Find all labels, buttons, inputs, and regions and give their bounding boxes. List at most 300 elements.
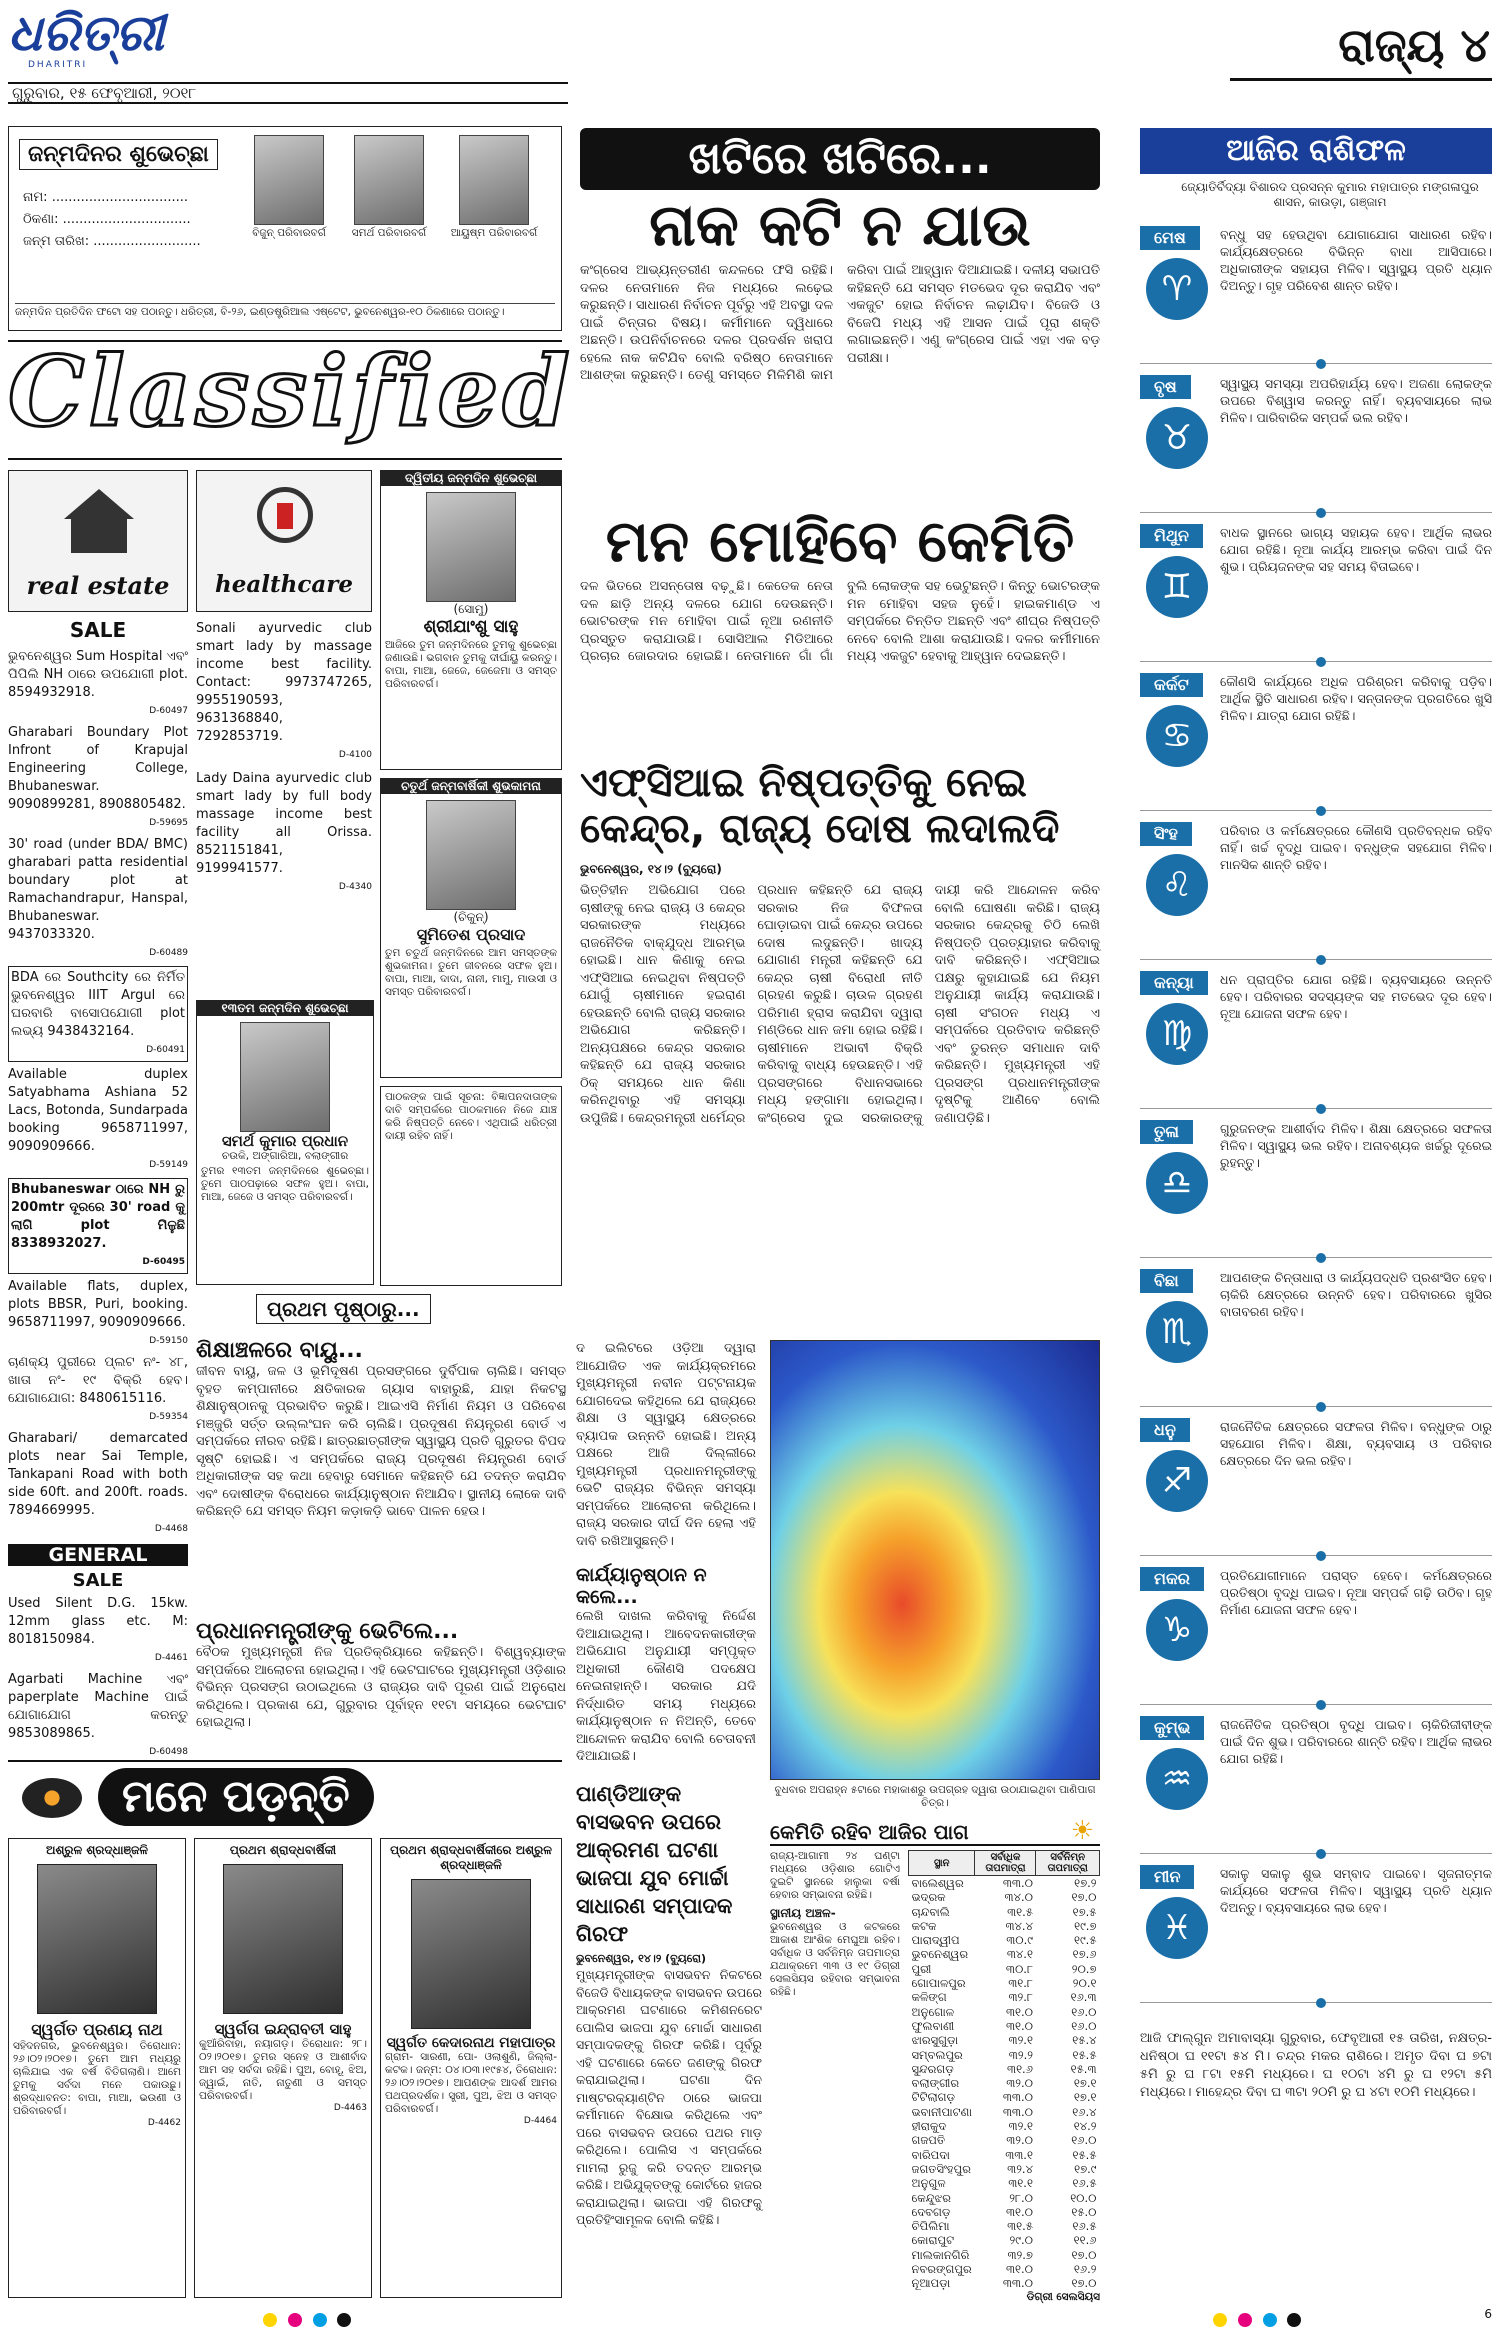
- weather-max: ୩୧.୫: [1007, 1904, 1033, 1919]
- realestate-logo: [8, 470, 188, 612]
- weather-row: [909, 2248, 1100, 2262]
- wish-thirteenth-birthday: [196, 1000, 374, 1285]
- ad-item-1: ଭୁବନେଶ୍ୱର Sum Hospital ଏବଂ ପିପିଲି NH ଠାରେ ଉପଯୋଗୀ plot. 8594932918. D-60497: [8, 649, 188, 716]
- panji-text: ଆଜି ଫାଲ୍‌ଗୁନ ଅମାବାସ୍ୟା ଗୁରୁବାର, ଫେବୃଆରୀ ୧୫ ତାରିଖ, ନକ୍ଷତ୍ର-ଧନିଷ୍ଠା ଘ ୧୧ଟା ୫୪ ମି। ଚନ୍ଦ୍ର ମକର ରାଶିରେ। ଅମୃତ ଦିବା ଘ ୭ଟା ୫ମି ରୁ ଘ ୮ଟା ୧୫ମି ମଧ୍ୟରେ। ଘ ୧୦ଟା ୪ମି ରୁ ଘ ୧୨ଟା ୫ମି ମଧ୍ୟରେ। ମାହେନ୍ଦ୍ର ଦିବା ଘ ୩ଟା ୨୦ମି ରୁ ଘ ୪ଟା ୧୦ମି ମଧ୍ୟରେ।: [1140, 2031, 1492, 2100]
- ad-item-7: Available flats, duplex, plots BBSR, Puri, booking. 9658711997, 9090909666. D-59150: [8, 1279, 188, 1346]
- story4-text: ଲେଖି ଦାଖଲ କରିବାକୁ ନିର୍ଦ୍ଦେଶ ଦିଆଯାଇଥିଲା। ଆବେଦନକାରୀଙ୍କ ଅଭିଯୋଗ ଅନୁଯାୟୀ ସମ୍ପୃକ୍ତ ଅଧିକାରୀ କୌଣସି ପଦକ୍ଷେପ ନେଇନାହାନ୍ତି। ସରକାର ଯଦି ନିର୍ଦ୍ଧାରିତ ସମୟ ମଧ୍ୟରେ କାର୍ଯ୍ୟାନୁଷ୍ଠାନ ନ ନିଅନ୍ତି, ତେବେ ଆନ୍ଦୋଳନ କରାଯିବ ବୋଲି ଚେତାବନୀ ଦିଆଯାଇଛି।: [576, 1609, 756, 1764]
- weather-row: [909, 1890, 1100, 1904]
- weather-place: ହୀରାକୁଦ: [911, 2119, 947, 2134]
- obituary-2-photo: [223, 1864, 343, 2014]
- ad-item-2: Gharabari Boundary Plot Infront of Krapujal Engineering College, Bhubaneswar. 9090899281, 8908805482. D-59695: [8, 725, 188, 828]
- obituary-1-header: ଅଶ୍ରୁଳ ଶ୍ରଦ୍ଧାଞ୍ଜଳି: [46, 1843, 148, 1857]
- page-title: ରାଜ୍ୟ ୪: [1338, 18, 1490, 72]
- ad-item-9: Gharabari/ demarcated plots near Sai Temple, Tankapani Road with both side 60ft. and 200ft. roads. 7894669995. D-4468: [8, 1431, 188, 1534]
- wish-second-title: ଦ୍ୱିତୀୟ ଜନ୍ମଦିନ ଶୁଭେଚ୍ଛା: [381, 471, 561, 486]
- rashi-name: ସିଂହ: [1140, 822, 1192, 846]
- rashi-separator: [1140, 1399, 1492, 1407]
- fci-text: ଭିତ୍ତିହୀନ ଅଭିଯୋଗ ପରେ ଚାଷୀଙ୍କୁ ନେଇ ରାଜ୍ୟ ଓ କେନ୍ଦ୍ର ସରକାରଙ୍କ ମଧ୍ୟରେ ରାଜନୈତିକ ବାକ୍‌ଯୁଦ୍ଧ ଆରମ୍ଭ ହୋଇଛି। ଧାନ କିଣାକୁ ନେଇ ଏଫ୍‌ସିଆଇ ନେଇଥିବା ନିଷ୍ପତ୍ତି ଯୋଗୁଁ ଚାଷୀମାନେ ହଇରାଣ ହେଉଛନ୍ତି ବୋଲି ରାଜ୍ୟ ସରକାର ଅଭିଯୋଗ କରିଛନ୍ତି। ଅନ୍ୟପକ୍ଷରେ କେନ୍ଦ୍ର ସରକାର କହିଛନ୍ତି ଯେ ରାଜ୍ୟ ସରକାର ଠିକ୍ ସମୟରେ ଧାନ କିଣା କରିନଥିବାରୁ ଏହି ସମସ୍ୟା ଉପୁଜିଛି। କେନ୍ଦ୍ରମନ୍ତ୍ରୀ ଧର୍ମେନ୍ଦ୍ର ପ୍ରଧାନ କହିଛନ୍ତି ଯେ ରାଜ୍ୟ ସରକାର ନିଜ ବିଫଳତା ଘୋଡ଼ାଇବା ପାଇଁ କେନ୍ଦ୍ର ଉପରେ ଦୋଷ ଲଦୁଛନ୍ତି। ଖାଦ୍ୟ ଯୋଗାଣ ମନ୍ତ୍ରୀ କହିଛନ୍ତି ଯେ କେନ୍ଦ୍ର ଚାଷୀ ବିରୋଧୀ ନୀତି ଗ୍ରହଣ କରୁଛି। ଚାଉଳ ଗ୍ରହଣ ପରିମାଣ ହ୍ରାସ କରାଯିବା ଦ୍ୱାରା ମଣ୍ଡିରେ ଧାନ ଜମା ହୋଇ ରହିଛି। ଚାଷୀମାନେ ଅଭାବୀ ବିକ୍ରି କରିବାକୁ ବାଧ୍ୟ ହେଉଛନ୍ତି। ଏହି ପ୍ରସଙ୍ଗରେ ବିଧାନସଭାରେ ମଧ୍ୟ ହଙ୍ଗାମା ହୋଇଥିଲା। କଂଗ୍ରେସ ଦୁଇ ସରକାରଙ୍କୁ ଦାୟୀ କରି ଆନ୍ଦୋଳନ କରିବ ବୋଲି ଘୋଷଣା କରିଛି। ରାଜ୍ୟ ସରକାର କେନ୍ଦ୍ରକୁ ଚିଠି ଲେଖି ନିଷ୍ପତ୍ତି ପ୍ରତ୍ୟାହାର କରିବାକୁ ଦାବି କରିଛନ୍ତି। ଏଫ୍‌ସିଆଇ ପକ୍ଷରୁ କୁହାଯାଇଛି ଯେ ନିୟମ ଅନୁଯାୟୀ କାର୍ଯ୍ୟ କରାଯାଉଛି। ଚାଷୀ ସଂଗଠନ ମଧ୍ୟ ଏ ସମ୍ପର୍କରେ ପ୍ରତିବାଦ କରିଛନ୍ତି ଏବଂ ତୁରନ୍ତ ସମାଧାନ ଦାବି କରିଛନ୍ତି। ମୁଖ୍ୟମନ୍ତ୍ରୀ ଏହି ପ୍ରସଙ୍ଗ ପ୍ରଧାନମନ୍ତ୍ରୀଙ୍କ ଦୃଷ୍ଟିକୁ ଆଣିବେ ବୋଲି ଜଣାପଡ଼ିଛି।: [580, 883, 1100, 1126]
- zodiac-icon: ♍: [1146, 1003, 1208, 1065]
- weather-place: ମାଲକାନଗିରି: [911, 2247, 970, 2262]
- weather-sun-icon: ☀: [1070, 1816, 1094, 1846]
- khatire-text: କଂଗ୍ରେସ ଆଭ୍ୟନ୍ତରୀଣ କନ୍ଦଳରେ ଫସି ରହିଛି। ଦଳର ନେତାମାନେ ନିଜ ମଧ୍ୟରେ ଲଢ଼େଇ କରୁଛନ୍ତି। ସାଧାରଣ ନିର୍ବାଚନ ପୂର୍ବରୁ ଏହି ଅବସ୍ଥା ଦଳ ପାଇଁ ଚିନ୍ତାର ବିଷୟ। କର୍ମୀମାନେ ଦ୍ୱିଧାରେ ଅଛନ୍ତି। ଉପନିର୍ବାଚନରେ ଦଳର ପ୍ରଦର୍ଶନ ଖରାପ ହେଲେ ନାକ କଟିଯିବ ବୋଲି ବରିଷ୍ଠ ନେତାମାନେ ଆଶଙ୍କା କରୁଛନ୍ତି। ତେଣୁ ସମସ୍ତେ ମିଳିମିଶି କାମ କରିବା ପାଇଁ ଆହ୍ୱାନ ଦିଆଯାଇଛି। ଦଳୀୟ ସଭାପତି କହିଛନ୍ତି ଯେ ସମସ୍ତ ମତଭେଦ ଦୂର କରାଯିବ ଏବଂ ଏକଜୁଟ ହୋଇ ନିର୍ବାଚନ ଲଢ଼ାଯିବ। ବିଜେଡି ଓ ବିଜେପି ମଧ୍ୟ ଏହି ଆସନ ପାଇଁ ପୂରା ଶକ୍ତି ଲଗାଇଛନ୍ତି। ଏଣୁ କଂଗ୍ରେସ ପାଇଁ ଏହା ଏକ ବଡ଼ ପରୀକ୍ଷା।: [580, 263, 1100, 383]
- weather-place: କେନ୍ଦୁଝର: [911, 2190, 951, 2205]
- rashi-text: ରାଜନୈତିକ ପ୍ରତିଷ୍ଠା ବୃଦ୍ଧି ପାଇବ। ଚାକିରିଜୀବୀଙ୍କ ପାଇଁ ଦିନ ଶୁଭ। ପରିବାରରେ ଶାନ୍ତି ରହିବ। ଆର୍ଥିକ ଲାଭର ଯୋଗ ରହିଛି।: [1220, 1717, 1492, 1766]
- weather-title: କେମିତି ରହିବ ଆଜିର ପାଗ ☀: [770, 1820, 1100, 1846]
- weather-place: ଫୁଲବାଣୀ: [911, 2018, 955, 2033]
- classified-col-health: [196, 470, 372, 990]
- zodiac-icon: ♓: [1146, 1897, 1208, 1959]
- prathama-col2: [576, 1340, 756, 1770]
- logo-text: ଧରିତ୍ରୀ: [8, 3, 165, 62]
- wish-thirteenth-name: ସମର୍ଥ କୁମାର ପ୍ରଧାନ: [221, 1132, 349, 1150]
- kid-photo-3: [459, 135, 529, 225]
- obituary-2-code: D-4463: [333, 2103, 367, 2113]
- rashi-text: ଧନ ପ୍ରାପ୍ତିର ଯୋଗ ରହିଛି। ବ୍ୟବସାୟରେ ଉନ୍ନତି ହେବ। ପରିବାରର ସଦସ୍ୟଙ୍କ ସହ ମତଭେଦ ଦୂର ହେବ। ନୂଆ ଯୋଜନା ସଫଳ ହେବ।: [1220, 972, 1492, 1021]
- khatire-text-2: ଦଳ ଭିତରେ ଅସନ୍ତୋଷ ବଢ଼ୁଛି। କେତେକ ନେତା ଦଳ ଛାଡ଼ି ଅନ୍ୟ ଦଳରେ ଯୋଗ ଦେଉଛନ୍ତି। ଭୋଟରଙ୍କ ମନ ମୋହିବା ପାଇଁ ନୂଆ ରଣନୀତି ପ୍ରସ୍ତୁତ କରାଯାଉଛି। ସୋସିଆଲ ମିଡିଆରେ ପ୍ରଚାର ଜୋରଦାର ହୋଇଛି। ନେତାମାନେ ଗାଁ ଗାଁ ବୁଲି ଲୋକଙ୍କ ସହ ଭେଟୁଛନ୍ତି। କିନ୍ତୁ ଭୋଟରଙ୍କ ମନ ମୋହିବା ସହଜ ନୁହେଁ। ହାଇକମାଣ୍ଡ ଏ ସମ୍ପର୍କରେ ଚିନ୍ତିତ ଅଛନ୍ତି ଏବଂ ଶୀଘ୍ର ନିଷ୍ପତ୍ତି ନେବେ ବୋଲି ଆଶା କରାଯାଉଛି। ଦଳର କର୍ମୀମାନେ ମଧ୍ୟ ଏକଜୁଟ ହେବାକୁ ଆହ୍ୱାନ ଦେଇଛନ୍ତି।: [580, 579, 1100, 664]
- weather-max: ୩୧.୦: [1005, 2204, 1033, 2219]
- weather-max: ୩୨.୭: [1007, 2247, 1033, 2262]
- wish-fourth-photo: [426, 800, 516, 910]
- weather-max: ୩୩.୧: [1005, 2147, 1033, 2162]
- classified-col-realestate: [8, 470, 188, 1757]
- weather-max: ୩୨.୧: [1008, 2119, 1033, 2134]
- weather-row: [909, 2119, 1100, 2133]
- weather-row: [909, 2205, 1100, 2219]
- healthcare-label: healthcare: [215, 571, 353, 598]
- khatire-headline: ନାକ କଟି ନ ଯାଉ: [649, 191, 1031, 259]
- weather-max: ୩୧.୦: [1005, 2004, 1033, 2019]
- form-field-name[interactable]: ନାମ: .................................: [23, 190, 189, 205]
- weather-row: [909, 2019, 1100, 2033]
- weather-place: ବାରିପଦା: [911, 2147, 950, 2162]
- cross-icon: [277, 503, 293, 529]
- weather-min: ୧୭.୯: [1074, 2161, 1097, 2176]
- weather-min: ୧୫.୪: [1072, 2033, 1097, 2048]
- weather-row: [909, 2105, 1100, 2119]
- manepadanti-header: [8, 1762, 562, 1832]
- rashi-name: ମୀନ: [1140, 1865, 1194, 1889]
- weather-place: ଟିଟିଲାଗଡ଼: [911, 2090, 956, 2105]
- birthday-form-note: ଜନ୍ମଦିନ ପ୍ରତିଦିନ ଫଟୋ ସହ ପଠାନ୍ତୁ। ଧରିତ୍ରୀ, ବି-୨୬, ଇଣ୍ଡଷ୍ଟ୍ରିଆଲ ଏଷ୍ଟେଟ, ଭୁବନେଶ୍ୱର-୧୦ ଠିକଣାରେ ପଠାନ୍ତୁ।: [15, 303, 555, 319]
- weather-unit: ଡିଗ୍ରୀ ସେଲସିୟସ: [1026, 2290, 1100, 2303]
- weather-max: ୩୨.୮: [1008, 1990, 1033, 2005]
- weather-col-max: ସର୍ବାଧିକ ତାପମାତ୍ରା: [975, 1851, 1036, 1876]
- weather-max: ୨୮.୦: [1009, 2190, 1033, 2205]
- ad-item-4: BDA ରେ Southcity ରେ ନିର୍ମିତ ଭୁବନେଶ୍ୱର IIIT Argul ରେ ଘରବାରି ବାସୋପଯୋଗୀ plot ଲଭ୍ୟ 9438432164. D-60491: [8, 966, 188, 1062]
- weather-forecast: [770, 1850, 900, 2304]
- weather-row: [909, 2276, 1100, 2290]
- wish-thirteenth-photo: [240, 1022, 330, 1132]
- rashi-text: କୌଣସି କାର୍ଯ୍ୟରେ ଅଧିକ ପରିଶ୍ରମ କରିବାକୁ ପଡ଼ିବ। ଆର୍ଥିକ ସ୍ଥିତି ସାଧାରଣ ରହିବ। ସନ୍ତାନଙ୍କ ପ୍ରଗତିରେ ଖୁସି ମିଳିବ। ଯାତ୍ରା ଯୋଗ ରହିଛି।: [1220, 674, 1492, 723]
- weather-table-wrap: [908, 1850, 1100, 2304]
- weather-max: ୩୧.୫: [1007, 2219, 1033, 2234]
- weather-row: [909, 1962, 1100, 1976]
- fci-headline: ଏଫ୍‌ସିଆଇ ନିଷ୍ପତ୍ତିକୁ ନେଇ କେନ୍ଦ୍ର, ରାଜ୍ୟ ଦୋଷ ଲଦାଲଦି: [580, 760, 1060, 852]
- weather-row: [909, 2133, 1100, 2147]
- zodiac-icon: ♉: [1146, 407, 1208, 469]
- weather-place: ଗଜପତି: [911, 2133, 946, 2148]
- obituary-1-code: D-4462: [147, 2118, 181, 2128]
- weather-min: ୧୬.୩: [1070, 1990, 1097, 2005]
- ad-item-8: ଚାଣକ୍ୟ ପୁରୀରେ ପ୍ଲଟ ନଂ- ୪୮, ଖାତା ନଂ- ୧୯ ବିକ୍ରି ହେବ। ଯୋଗାଯୋଗ: 8480615116. D-59354: [8, 1355, 188, 1422]
- kid-caption-2: ସମର୍ଥ ପରିବାରବର୍ଗ: [351, 227, 427, 239]
- weather-row: [909, 1876, 1100, 1891]
- rashi-item: [1140, 1861, 1492, 2010]
- weather-min: ୧୧.୬: [1073, 2233, 1097, 2248]
- rashi-item: [1140, 669, 1492, 818]
- weather-row: [909, 2176, 1100, 2190]
- weather-row: [909, 1905, 1100, 1919]
- weather-min: ୧୫.୩: [1070, 2061, 1097, 2076]
- weather-row: [909, 2076, 1100, 2090]
- weather-row: [909, 2148, 1100, 2162]
- rashi-separator: [1140, 1548, 1492, 1556]
- weather-row: [909, 1947, 1100, 1961]
- rashi-name: କନ୍ୟା: [1140, 971, 1208, 995]
- weather-min: ୧୫.୫: [1072, 2047, 1097, 2062]
- rashi-item: [1140, 1563, 1492, 1712]
- weather-min: ୧୬.୪: [1072, 2104, 1097, 2119]
- weather-row: [909, 2262, 1100, 2276]
- rashi-text: ରାଜନୈତିକ କ୍ଷେତ୍ରରେ ସଫଳତା ମିଳିବ। ବନ୍ଧୁଙ୍କ ଠାରୁ ସହଯୋଗ ମିଳିବ। ଶିକ୍ଷା, ବ୍ୟବସାୟ ଓ ପରିବାର କ୍ଷେତ୍ରରେ ଦିନ ଭଲ ରହିବ।: [1220, 1419, 1492, 1468]
- weather-max: ୨୯.୦: [1009, 2233, 1033, 2248]
- general-heading: GENERAL: [8, 1544, 188, 1566]
- dateline: ଗୁରୁବାର, ୧୫ ଫେବୃଆରୀ, ୨୦୧୮: [8, 82, 568, 104]
- weather-min: ୧୭.୦: [1071, 2247, 1097, 2262]
- rashi-name: କର୍କଟ: [1140, 673, 1203, 697]
- rashi-separator: [1140, 505, 1492, 513]
- rashi-item: [1140, 818, 1492, 967]
- kid-photo-2: [354, 135, 424, 225]
- weather-min: ୧୬.୫: [1072, 2176, 1097, 2191]
- kid-photo-1: [254, 135, 324, 225]
- obituary-2: [194, 1838, 372, 2298]
- weather-place: ବଲାଙ୍ଗୀର: [911, 2076, 960, 2091]
- rashi-name: କୁମ୍ଭ: [1140, 1716, 1204, 1740]
- weather-place: କଳିଙ୍ଗ: [911, 1990, 947, 2005]
- weather-min: ୧୬.୦: [1071, 2018, 1097, 2033]
- weather-row: [909, 1990, 1100, 2004]
- obituary-3-code: D-4464: [523, 2116, 557, 2126]
- ad-item-3: 30' road (under BDA/ BMC) gharabari patta residential boundary plot at Ramachandrapur, Hanspal, Bhubaneswar. 9437033320. D-60489: [8, 837, 188, 958]
- weather-local-head: ସ୍ଥାନୀୟ ଅଞ୍ଚଳ-: [770, 1906, 836, 1920]
- obituary-2-text: କୁଆଁରିବାହା, ନୟାଗଡ଼। ତିରୋଧାନ: ୨୮।୦୨।୨୦୧୭। ତୁମର ସ୍ନେହ ଓ ଆଶୀର୍ବାଦ ଆମ ସହ ସର୍ବଦା ରହିଛି। ପୁଅ, ବୋହୂ, ଝିଅ, ଜ୍ୱାଇଁ, ନାତି, ନାତୁଣୀ ଓ ସମସ୍ତ ପରିବାରବର୍ଗ।: [199, 2038, 367, 2102]
- wish-second-birthday: [380, 470, 562, 770]
- rashi-name: ମେଷ: [1140, 226, 1200, 250]
- zodiac-icon: ♈: [1146, 258, 1208, 320]
- masthead-logo: [8, 3, 208, 76]
- reader-notice-text: ପାଠକଙ୍କ ପାଇଁ ସୂଚନା: ବିଜ୍ଞାପନଦାତାଙ୍କ ଦାବି ସମ୍ପର୍କରେ ପାଠକମାନେ ନିଜେ ଯାଞ୍ଚ କରି ନିଷ୍ପତ୍ତି ନେବେ। ଏଥିପାଇଁ ଧରିତ୍ରୀ ଦାୟୀ ରହିବ ନାହିଁ।: [385, 1091, 557, 1142]
- weather-place: ଦେବଗଡ଼: [911, 2204, 951, 2219]
- zodiac-icon: ♑: [1146, 1599, 1208, 1661]
- weather-row: [909, 1976, 1100, 1990]
- house-body-icon: [71, 519, 127, 553]
- zodiac-icon: ♒: [1146, 1748, 1208, 1810]
- story2-text: ବୈଠକ ମୁଖ୍ୟମନ୍ତ୍ରୀ ନିଜ ପ୍ରତିକ୍ରିୟାରେ କହିଛନ୍ତି। ବିଶ୍ୱବ୍ୟାଙ୍କ ସମ୍ପର୍କରେ ଆଲୋଚନା ହୋଇଥିଲା। ଏହି ଭେଟଘାଟରେ ମୁଖ୍ୟମନ୍ତ୍ରୀ ଓଡ଼ିଶାର ବିଭିନ୍ନ ପ୍ରସଙ୍ଗ ଉଠାଇଥିଲେ ଓ ରାଜ୍ୟର ଦାବି ପୂରଣ ପାଇଁ ଅନୁରୋଧ କରିଥିଲେ। ପ୍ରକାଶ ଯେ, ଗୁରୁବାର ପୂର୍ବାହ୍ନ ୧୧ଟା ସମୟରେ ଭେଟଘାଟ ହୋଇଥିଲା।: [196, 1645, 566, 1730]
- story3-text: ଦ ଇଲିଟରେ ଓଡ଼ିଆ ଦ୍ୱାରା ଆଯୋଜିତ ଏକ କାର୍ଯ୍ୟକ୍ରମରେ ମୁଖ୍ୟମନ୍ତ୍ରୀ ନବୀନ ପଟ୍ଟନାୟକ ଯୋଗଦେଇ କହିଥିଲେ ଯେ ରାଜ୍ୟରେ ଶିକ୍ଷା ଓ ସ୍ୱାସ୍ଥ୍ୟ କ୍ଷେତ୍ରରେ ବ୍ୟାପକ ଉନ୍ନତି ହୋଇଛି। ଅନ୍ୟ ପକ୍ଷରେ ଆଜି ଦିଲ୍ଲୀରେ ମୁଖ୍ୟମନ୍ତ୍ରୀ ପ୍ରଧାନମନ୍ତ୍ରୀଙ୍କୁ ଭେଟି ରାଜ୍ୟର ବିଭିନ୍ନ ସମସ୍ୟା ସମ୍ପର୍କରେ ଆଲୋଚନା କରିଥିଲେ। ରାଜ୍ୟ ସରକାର ଦୀର୍ଘ ଦିନ ହେଲା ଏହି ଦାବି ରଖିଆସୁଛନ୍ତି।: [576, 1341, 756, 1549]
- house-icon: [64, 489, 134, 519]
- weather-max: ୩୩.୦: [1002, 1876, 1033, 1890]
- prathama-label: ପ୍ରଥମ ପୃଷ୍ଠାରୁ...: [256, 1294, 431, 1324]
- wish-fourth-name: ସୁମିତେଶ ପ୍ରସାଦ: [416, 925, 526, 944]
- wish-thirteenth-place: ଚଉକି, ଅଙ୍ଗାରିଆ, ବଲାଙ୍ଗୀର: [221, 1150, 349, 1162]
- weather-row: [909, 2048, 1100, 2062]
- wish-second-tag: (ସୋମୁ): [453, 602, 489, 616]
- weather-place: ଅନୁଗୁଳ: [911, 2176, 946, 2191]
- rashi-item: [1140, 1712, 1492, 1861]
- rashi-separator: [1140, 1250, 1492, 1258]
- weather-min: ୧୭.୧: [1073, 2090, 1097, 2105]
- obituary-2-header: ପ୍ରଥମ ଶ୍ରାଦ୍ଧବାର୍ଷିକୀ: [229, 1843, 337, 1857]
- weather-place: କୋରାପୁଟ: [911, 2233, 955, 2248]
- wish-fourth-text: ତୁମ ଚତୁର୍ଥ ଜନ୍ମଦିନରେ ଆମ ସମସ୍ତଙ୍କ ଶୁଭକାମନା। ତୁମେ ଜୀବନରେ ସଫଳ ହୁଅ। ବାପା, ମାଆ, ଦାଦା, ନାନୀ, ମାମୁ, ମାଉସୀ ଓ ସମସ୍ତ ପରିବାରବର୍ଗ।: [385, 947, 557, 998]
- page-number: 6: [1484, 2307, 1492, 2321]
- obituary-1: [8, 1838, 186, 2298]
- weather-max: ୩୧.୦: [1005, 2018, 1033, 2033]
- manepadanti-block: [8, 1760, 562, 2300]
- weather-place: ଜଗତସିଂହପୁର: [911, 2161, 971, 2176]
- fci-dateline: ଭୁବନେଶ୍ୱର, ୧୪।୨ (ବ୍ୟୁରୋ): [580, 862, 722, 876]
- weather-min: ୧୬.୨: [1073, 2262, 1097, 2277]
- rashi-name: ବିଛା: [1140, 1269, 1193, 1293]
- rashi-separator: [1140, 1846, 1492, 1854]
- rashi-name: ମକର: [1140, 1567, 1204, 1591]
- weather-min: ୧୯.୭: [1074, 1918, 1097, 1933]
- khatire-banner: [580, 128, 1100, 190]
- rashi-text: ସ୍ୱାସ୍ଥ୍ୟ ସମସ୍ୟା ଅପରିହାର୍ଯ୍ୟ ହେବ। ଅଜଣା ଲୋକଙ୍କ ଉପରେ ବିଶ୍ୱାସ କରନ୍ତୁ ନାହିଁ। ବ୍ୟବସାୟରେ ଲାଭ ମିଳିବ। ପାରିବାରିକ ସମ୍ପର୍କ ଭଲ ରହିବ।: [1220, 376, 1492, 425]
- weather-min: ୨୦.୭: [1071, 1961, 1097, 1976]
- rashi-text: ପରିବାର ଓ କର୍ମକ୍ଷେତ୍ରରେ କୌଣସି ପ୍ରତିବନ୍ଧକ ରହିବ ନାହିଁ। ଖର୍ଚ୍ଚ ବୃଦ୍ଧି ପାଇବ। ବନ୍ଧୁଙ୍କ ସହଯୋଗ ମିଳିବ। ମାନସିକ ଶାନ୍ତି ରହିବ।: [1220, 823, 1492, 872]
- weather-row: [909, 2062, 1100, 2076]
- rashi-item: [1140, 1414, 1492, 1563]
- weather-min: ୧୫.୦: [1071, 2204, 1097, 2219]
- weather-max: ୩୪.୪: [1005, 1918, 1033, 1933]
- rashi-separator: [1140, 1101, 1492, 1109]
- weather-place: ଭବାନୀପାଟଣା: [911, 2104, 972, 2119]
- obituary-3-name: ସ୍ୱର୍ଗତ କେଦାରନାଥ ମହାପାତ୍ର: [386, 2035, 556, 2051]
- weather-row: [909, 1919, 1100, 1933]
- obituary-1-photo: [37, 1864, 157, 2014]
- rashi-item: [1140, 371, 1492, 520]
- weather-place: ଭୁବନେଶ୍ୱର: [911, 1947, 969, 1962]
- rashi-item: [1140, 1265, 1492, 1414]
- form-field-dob[interactable]: ଜନ୍ମ ତାରିଖ: ..........................: [23, 234, 201, 249]
- rashi-separator: [1140, 803, 1492, 811]
- ad-health-2: Lady Daina ayurvedic club smart lady by full body massage income best facility all Orissa. 8521151841, 9199941577. D-4340: [196, 771, 372, 892]
- ad-general-1: Used Silent D.G. 15kw. 12mm glass etc. M: 8018150984. D-4461: [8, 1596, 188, 1663]
- rashi-separator: [1140, 952, 1492, 960]
- weather-place: ପୁରୀ: [911, 1961, 932, 1976]
- ad-general-2: Agarbati Machine ଏବଂ paperplate Machine ପାଇଁ ଯୋଗାଯୋଗ କରନ୍ତୁ 9853089865. D-60498: [8, 1672, 188, 1757]
- weather-max: ୩୪.୦: [1004, 1890, 1033, 1905]
- magenta-dot: [1238, 2313, 1252, 2327]
- satellite-image: [770, 1340, 1100, 1780]
- weather-min: ୧୭.୫: [1072, 1904, 1097, 1919]
- weather-row: [909, 2219, 1100, 2233]
- footer-bar: [0, 2305, 1500, 2335]
- ad-item-5: Available duplex Satyabhama Ashiana 52 Lacs, Botonda, Sundarpada booking 9658711997, 9090909666. D-59149: [8, 1067, 188, 1170]
- rashi-separator: [1140, 1995, 1492, 2003]
- weather-min: ୧୭.୧: [1073, 2076, 1097, 2091]
- weather-max: ୩୨.୪: [1007, 2161, 1033, 2176]
- bhajapa-dateline: ଭୁବନେଶ୍ୱର, ୧୪।୨ (ବ୍ୟୁରୋ): [576, 1952, 707, 1965]
- logo-subtext: DHARITRI: [28, 60, 88, 70]
- weather-max: ୩୨.୨: [1008, 2047, 1033, 2062]
- weather-place: କଟକ: [911, 1918, 937, 1933]
- classified-banner: [8, 335, 574, 460]
- obituary-1-name: ସ୍ୱର୍ଗତ ପ୍ରଣୟ ନାଥ: [31, 2020, 163, 2039]
- kid-caption-3: ଆୟୁଷ୍ମ ପରିବାରବର୍ଗ: [450, 227, 538, 239]
- rashi-item: [1140, 1116, 1492, 1265]
- rashi-item: [1140, 222, 1492, 371]
- wish-thirteenth-title: ୧୩ତମ ଜନ୍ମଦିନ ଶୁଭେଚ୍ଛା: [197, 1001, 373, 1016]
- rashi-text: ସକାଳୁ ସକାଳୁ ଶୁଭ ସମ୍ବାଦ ପାଇବେ। ସୃଜନାତ୍ମକ କାର୍ଯ୍ୟରେ ସଫଳତା ମିଳିବ। ସ୍ୱାସ୍ଥ୍ୟ ପ୍ରତି ଧ୍ୟାନ ଦିଅନ୍ତୁ। ବ୍ୟବସାୟରେ ଲାଭ ହେବ।: [1220, 1866, 1492, 1915]
- weather-max: ୩୦.୯: [1006, 1933, 1033, 1948]
- cyan-dot: [1263, 2313, 1277, 2327]
- story1-title: ଶିକ୍ଷାଞ୍ଚଳରେ ବାୟୁ...: [196, 1338, 363, 1363]
- rashi-text: ଆପଣଙ୍କ ଚିନ୍ତାଧାରା ଓ କାର୍ଯ୍ୟପଦ୍ଧତି ପ୍ରଶଂସିତ ହେବ। ଚାକିରି କ୍ଷେତ୍ରରେ ଉନ୍ନତି ହେବ। ପରିବାରରେ ଖୁସିର ବାତାବରଣ ରହିବ।: [1220, 1270, 1492, 1319]
- rashi-text: ବନ୍ଧୁ ସହ ହେଉଥିବା ଯୋଗାଯୋଗ ସାଧାରଣ ରହିବ। କାର୍ଯ୍ୟକ୍ଷେତ୍ରରେ ବିଭିନ୍ନ ବାଧା ଆସିପାରେ। ଅଧିକାରୀଙ୍କ ସହାୟତା ମିଳିବ। ସ୍ୱାସ୍ଥ୍ୟ ପ୍ରତି ଧ୍ୟାନ ଦିଅନ୍ତୁ। ଗୃହ ପରିବେଶ ଶାନ୍ତ ରହିବ।: [1220, 227, 1492, 293]
- weather-max: ୩୧.୦: [1005, 2262, 1033, 2277]
- weather-place: ଗୋପାଳପୁର: [911, 1976, 966, 1991]
- wish-fourth-title: ଚତୁର୍ଥ ଜନ୍ମବାର୍ଷିକୀ ଶୁଭକାମନା: [381, 779, 561, 794]
- rashi-separator: [1140, 1697, 1492, 1705]
- realestate-label: real estate: [26, 571, 170, 600]
- rashi-text: ବାଧକ ସ୍ଥାନରେ ଭାଗ୍ୟ ସହାୟକ ହେବ। ଆର୍ଥିକ ଲାଭର ଯୋଗ ରହିଛି। ନୂଆ କାର୍ଯ୍ୟ ଆରମ୍ଭ କରିବା ପାଇଁ ଦିନ ଶୁଭ। ପ୍ରିୟଜନଙ୍କ ସହ ସମୟ ବିତାଇବେ।: [1220, 525, 1492, 574]
- weather-place: ବାଲେଶ୍ୱର: [911, 1876, 964, 1890]
- obituary-3: [380, 1838, 562, 2298]
- rashifal-title: ଆଜିର ରାଶିଫଳ: [1140, 128, 1492, 174]
- manepadanti-title: ମନେ ପଡ଼ନ୍ତି: [98, 1768, 374, 1826]
- ad-item-6: Bhubaneswar ଠାରେ NH ରୁ 200mtr ଦୂରରେ 30' road କୁ ଲାଗି plot ମିଳୁଛି 8338932027. D-60495: [8, 1178, 188, 1274]
- zodiac-icon: ♐: [1146, 1450, 1208, 1512]
- weather-place: ଝାରସୁଗୁଡ଼ା: [911, 2033, 959, 2048]
- weather-place: ନବରଙ୍ଗପୁର: [911, 2262, 972, 2277]
- wish-fourth-birthday: [380, 778, 562, 1078]
- zodiac-icon: ♋: [1146, 705, 1208, 767]
- bhajapa-text: ମୁଖ୍ୟମନ୍ତ୍ରୀଙ୍କ ବାସଭବନ ନିକଟରେ ବିଜେଡି ବିଧାୟକଙ୍କ ବାସଭବନ ଉପରେ ଆକ୍ରମଣ ଘଟଣାରେ କମିଶନରେଟ ପୋଲିସ ଭାଜପା ଯୁବ ମୋର୍ଚ୍ଚା ସାଧାରଣ ସମ୍ପାଦକଙ୍କୁ ଗିରଫ କରିଛି। ପୂର୍ବରୁ ଏହି ଘଟଣାରେ କେତେ ଜଣଙ୍କୁ ଗିରଫ କରାଯାଇଥିଲା। ଘଟଣା ଦିନ ମାଷ୍ଟରକ୍ୟାଣ୍ଟିନ ଠାରେ ଭାଜପା କର୍ମୀମାନେ ବିକ୍ଷୋଭ କରିଥିଲେ ଏବଂ ପରେ ବାସଭବନ ଉପରେ ପଥର ମାଡ଼ କରିଥିଲେ। ପୋଲିସ ଏ ସମ୍ପର୍କରେ ମାମଲା ରୁଜୁ କରି ତଦନ୍ତ ଆରମ୍ଭ କରିଛି। ଅଭିଯୁକ୍ତଙ୍କୁ କୋର୍ଟରେ ହାଜର କରାଯାଇଥିଲା। ଭାଜପା ଏହି ଗିରଫକୁ ପ୍ରତିହିଂସାମୂଳକ ବୋଲି କହିଛି।: [576, 1967, 762, 2227]
- weather-min: ୧୬.୫: [1072, 2219, 1097, 2234]
- weather-place: ଭଦ୍ରକ: [911, 1890, 946, 1905]
- weather-place: ସମ୍ବଲପୁର: [911, 2047, 963, 2062]
- rashi-text: ପ୍ରତିଯୋଗୀମାନେ ପରାସ୍ତ ହେବେ। କର୍ମକ୍ଷେତ୍ରରେ ପ୍ରତିଷ୍ଠା ବୃଦ୍ଧି ପାଇବ। ନୂଆ ସମ୍ପର୍କ ଗଢ଼ି ଉଠିବ। ଗୃହ ନିର୍ମାଣ ଯୋଜନା ସଫଳ ହେବ।: [1220, 1568, 1492, 1617]
- rashi-name: ଧନୁ: [1140, 1418, 1190, 1442]
- rashi-name: ତୁଳା: [1140, 1120, 1193, 1144]
- weather-max: ୩୧.୬: [1007, 2061, 1033, 2076]
- prathama-block: [196, 1294, 566, 1754]
- weather-min: ୧୦.୦: [1070, 2190, 1097, 2205]
- lamp-icon: [22, 1778, 82, 1818]
- registration-marks-right: [1210, 2313, 1304, 2331]
- weather-row: [909, 2090, 1100, 2104]
- rashi-name: ମିଥୁନ: [1140, 524, 1203, 548]
- weather-table: [908, 1850, 1100, 2291]
- black-dot: [1287, 2313, 1301, 2327]
- weather-row: [909, 1933, 1100, 1947]
- birthday-form-fields: [23, 187, 223, 253]
- weather-max: ୩୧.୮: [1008, 1976, 1033, 1991]
- magenta-dot: [288, 2313, 302, 2327]
- weather-max: ୩୨.୦: [1006, 2133, 1033, 2148]
- zodiac-icon: ♏: [1146, 1301, 1208, 1363]
- weather-place: ପାରାଦ୍ୱୀପ: [911, 1933, 960, 1948]
- obituary-3-text: ଗ୍ରାମ- ସାରଣୀ, ପୋ- ଓଲାଶୁଣି, ଜିଲ୍ଲା- କଟକ। ଜନ୍ମ: ୦୪।୦୩।୧୯୫୪, ତିରୋଧାନ: ୨୬।୦୨।୨୦୧୭। ଆପଣଙ୍କ ଆଦର୍ଶ ଆମର ପଥପ୍ରଦର୍ଶକ। ସ୍ତ୍ରୀ, ପୁଅ, ଝିଅ ଓ ସମସ୍ତ ପରିବାରବର୍ଗ।: [385, 2051, 557, 2115]
- wish-second-photo: [426, 492, 516, 602]
- obituary-2-name: ସ୍ୱର୍ଗତା ଇନ୍ଦ୍ରାବତୀ ସାହୁ: [214, 2020, 352, 2038]
- rashi-name: ବୃଷ: [1140, 375, 1191, 399]
- weather-place: ସୁନ୍ଦରଗଡ଼: [911, 2061, 954, 2076]
- weather-place: ଚାନ୍ଦବାଲି: [911, 1904, 950, 1919]
- healthcare-logo: [196, 470, 372, 612]
- registration-marks-left: [260, 2313, 354, 2331]
- sale-heading: SALE: [69, 618, 127, 642]
- cyan-dot: [313, 2313, 327, 2327]
- obituary-3-header: ପ୍ରଥମ ଶ୍ରାଦ୍ଧବାର୍ଷିକୀରେ ଅଶ୍ରୁଳ ଶ୍ରଦ୍ଧାଞ୍ଜଳି: [390, 1843, 552, 1872]
- weather-min: ୧୭.୦: [1071, 1890, 1097, 1905]
- yellow-dot: [1213, 2313, 1227, 2327]
- rashi-separator: [1140, 356, 1492, 364]
- weather-min: ୧୫.୫: [1072, 2147, 1097, 2162]
- weather-row: [909, 2033, 1100, 2047]
- birthday-form: [8, 126, 562, 331]
- story1-text: ଜୀବନ ବାୟୁ, ଜଳ ଓ ଭୂମିଦୂଷଣ ପ୍ରସଙ୍ଗରେ ଦୁର୍ବିପାକ ଚାଲିଛି। ସମସ୍ତ ବୃହତ କମ୍ପାନୀରେ କ୍ଷତିକାରକ ଗ୍ୟାସ ବାହାରୁଛି, ଯାହା ନିକଟସ୍ଥ ଶିକ୍ଷାନୁଷ୍ଠାନକୁ ପ୍ରଭାବିତ କରୁଛି। ଆଇଏସି ନିର୍ମାଣ ନିୟମ ଓ ପରିବେଶ ମଞ୍ଜୁରି ସର୍ତ୍ତ ଉଲ୍ଲଂଘନ କରି ଚାଲିଛି। ପ୍ରଦୂଷଣ ନିୟନ୍ତ୍ରଣ ବୋର୍ଡ ଏ ସମ୍ପର୍କରେ ନୀରବ ରହିଛି। ଛାତ୍ରଛାତ୍ରୀଙ୍କ ସ୍ୱାସ୍ଥ୍ୟ ପ୍ରତି ଗୁରୁତର ବିପଦ ସୃଷ୍ଟି ହୋଇଛି। ଏ ସମ୍ପର୍କରେ ରାଜ୍ୟ ପ୍ରଦୂଷଣ ନିୟନ୍ତ୍ରଣ ବୋର୍ଡ ଅଧିକାରୀଙ୍କ ସହ କଥା ହେବାରୁ ସେମାନେ କହିଛନ୍ତି ଯେ ତଦନ୍ତ କରାଯିବ ଏବଂ ଦୋଷୀଙ୍କ ବିରୋଧରେ କାର୍ଯ୍ୟାନୁଷ୍ଠାନ ନିଆଯିବ। ସ୍ଥାନୀୟ ଲୋକେ ଦାବି କରିଛନ୍ତି ଯେ ସମସ୍ତ ନିୟମ କଡ଼ାକଡ଼ି ଭାବେ ପାଳନ ହେଉ।: [196, 1364, 566, 1519]
- classified-title: Classified: [8, 335, 574, 448]
- rashifal-list: [1140, 222, 1492, 2012]
- page-rule: [1230, 78, 1492, 81]
- satellite-caption: ବୁଧବାର ଅପରାହ୍ନ ୫ଟାରେ ମହାକାଶରୁ ଉପଗ୍ରହ ଦ୍ୱାରା ଉଠାଯାଇଥିବା ପାଣିପାଗ ଚିତ୍ର।: [774, 1784, 1096, 1809]
- story4-title: କାର୍ଯ୍ୟାନୁଷ୍ଠାନ ନ କଲେ...: [576, 1564, 707, 1608]
- weather-row: [909, 2233, 1100, 2247]
- rashi-text: ଗୁରୁଜନଙ୍କ ଆଶୀର୍ବାଦ ମିଳିବ। ଶିକ୍ଷା କ୍ଷେତ୍ରରେ ସଫଳତା ମିଳିବ। ସ୍ୱାସ୍ଥ୍ୟ ଭଲ ରହିବ। ଅନାବଶ୍ୟକ ଖର୍ଚ୍ଚରୁ ଦୂରେଇ ରୁହନ୍ତୁ।: [1220, 1121, 1492, 1170]
- rashifal-author: ଜ୍ୟୋତିର୍ବିଦ୍ୟା ବିଶାରଦ ପ୍ରସନ୍ନ କୁମାର ମହାପାତ୍ର ମଙ୍ଗଳାପୁର ଶାସନ, କାଉଡ଼ା, ଗଞ୍ଜାମ: [1181, 180, 1479, 209]
- weather-place: ଚିପିଲିମା: [911, 2219, 950, 2234]
- weather-col-min: ସର୍ବନିମ୍ନ ତାପମାତ୍ରା: [1036, 1851, 1100, 1876]
- khatire-headline-2: ମନ ମୋହିବେ କେମିତି: [605, 507, 1075, 575]
- black-dot: [337, 2313, 351, 2327]
- rashi-item: [1140, 520, 1492, 669]
- weather-max: ୩୧.୧: [1008, 2176, 1033, 2191]
- general-sale-heading: SALE: [72, 1570, 124, 1591]
- wish-thirteenth-text: ତୁମର ୧୩ତମ ଜନ୍ମଦିନରେ ଶୁଭେଚ୍ଛା। ତୁମେ ପାଠପଢ଼ାରେ ସଫଳ ହୁଅ। ବାପା, ମାଆ, ଜେଜେ ଓ ସମସ୍ତ ପରିବାରବର୍ଗ।: [201, 1165, 369, 1203]
- weather-max: ୩୩.୦: [1002, 2276, 1033, 2291]
- khatire-banner-text: ଖଟିରେ ଖଟିରେ...: [688, 133, 992, 184]
- wish-fourth-tag: (ଚିକୁନ୍): [453, 910, 489, 924]
- rashi-separator: [1140, 654, 1492, 662]
- weather-min: ୧୬.୦: [1071, 2004, 1097, 2019]
- weather-row: [909, 2005, 1100, 2019]
- story2-title: ପ୍ରଧାନମନ୍ତ୍ରୀଙ୍କୁ ଭେଟିଲେ...: [196, 1619, 459, 1644]
- weather-min: ୧୭.୨: [1074, 1876, 1097, 1890]
- weather-max: ୩୪.୧: [1006, 1947, 1033, 1962]
- zodiac-icon: ♌: [1146, 854, 1208, 916]
- weather-max: ୩୨.୧: [1008, 2033, 1033, 2048]
- weather-min: ୧୪.୨: [1073, 2119, 1097, 2134]
- weather-place: ଅନୁଗୋଳ: [911, 2004, 955, 2019]
- obituary-3-photo: [411, 1879, 531, 2029]
- ad-health-1: Sonali ayurvedic club smart lady by massage income best facility. Contact: 9973747265, 9955190593, 9631368840, 7292853719. D-4100: [196, 621, 372, 760]
- weather-min: ୧୭.୦: [1071, 2276, 1097, 2291]
- weather-intro: ରାଜ୍ୟ-ଆଗାମୀ ୨୪ ଘଣ୍ଟା ମଧ୍ୟରେ ଓଡ଼ିଶାର ଗୋଟିଏ ଦୁଇଟି ସ୍ଥାନରେ ହାଲୁକା ବର୍ଷା ହେବାର ସମ୍ଭାବନା ରହିଛି।: [770, 1850, 900, 1901]
- form-field-address[interactable]: ଠିକଣା: ...............................: [23, 212, 191, 227]
- zodiac-icon: ♎: [1146, 1152, 1208, 1214]
- weather-min: ୧୭.୬: [1072, 1947, 1097, 1962]
- zodiac-icon: ♊: [1146, 556, 1208, 618]
- wish-second-name: ଶ୍ରୀଯାଂଶୁ ସାହୁ: [423, 617, 519, 637]
- rashi-item: [1140, 967, 1492, 1116]
- yellow-dot: [263, 2313, 277, 2327]
- obituary-1-text: ସହିଦନଗର, ଭୁବନେଶ୍ୱର। ତିରୋଧାନ: ୨୬।୦୨।୨୦୧୭। ତୁମେ ଆମ ମଧ୍ୟରୁ ଚାଲିଯାଇ ଏକ ବର୍ଷ ବିତିଗଲାଣି। ଆମେ ତୁମକୁ ସର୍ବଦା ମନେ ପକାଉଛୁ। ଶ୍ରଦ୍ଧାବନତ: ବାପା, ମାଆ, ଭଉଣୀ ଓ ପରିବାରବର୍ଗ।: [13, 2040, 181, 2117]
- wish-second-text: ଆଜିରେ ତୁମ ଜନ୍ମଦିନରେ ତୁମକୁ ଶୁଭେଚ୍ଛା ଜଣାଉଛି। ଭଗବାନ ତୁମକୁ ଦୀର୍ଘାୟୁ କରନ୍ତୁ। ବାପା, ମାଆ, ଜେଜେ, ଜେଜେମା ଓ ସମସ୍ତ ପରିବାରବର୍ଗ।: [385, 639, 557, 690]
